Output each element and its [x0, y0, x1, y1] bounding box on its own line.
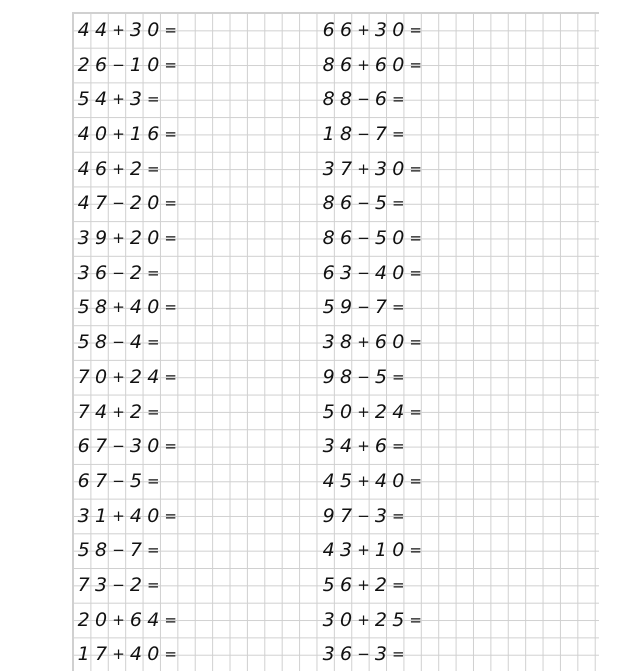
- operator-glyph: =: [391, 437, 405, 456]
- operator-glyph: =: [409, 610, 422, 629]
- operator-glyph: −: [112, 333, 125, 352]
- digit-glyph: 8: [95, 539, 108, 562]
- digit-glyph: 6: [95, 261, 108, 284]
- digit-glyph: 1: [322, 122, 335, 145]
- operator-glyph: −: [357, 506, 370, 525]
- math-problem: [75, 395, 315, 430]
- digit-glyph: 6: [322, 18, 335, 41]
- digit-glyph: 3: [374, 643, 387, 666]
- operator-glyph: =: [391, 90, 405, 109]
- math-problem: [75, 464, 315, 499]
- operator-glyph: −: [112, 194, 125, 213]
- operator-glyph: +: [357, 610, 370, 629]
- operator-glyph: =: [146, 471, 160, 490]
- operator-glyph: =: [391, 576, 405, 595]
- operator-glyph: =: [146, 90, 160, 109]
- math-problem: [75, 360, 315, 395]
- digit-glyph: 9: [340, 296, 353, 319]
- operator-glyph: =: [146, 541, 160, 560]
- operator-glyph: =: [164, 298, 177, 317]
- digit-glyph: 4: [147, 365, 160, 388]
- operator-glyph: +: [357, 20, 370, 39]
- digit-glyph: 6: [95, 53, 108, 76]
- operator-glyph: +: [357, 159, 370, 178]
- digit-glyph: 6: [374, 435, 387, 458]
- operator-glyph: =: [164, 194, 177, 213]
- digit-glyph: 7: [77, 574, 90, 597]
- math-problem: [320, 638, 560, 672]
- math-problem: [75, 48, 315, 83]
- digit-glyph: 8: [340, 331, 353, 354]
- operator-glyph: −: [112, 437, 125, 456]
- operator-glyph: =: [391, 506, 405, 525]
- operator-glyph: =: [146, 263, 160, 282]
- operator-glyph: =: [409, 541, 422, 560]
- digit-glyph: 3: [374, 157, 387, 180]
- math-problem: [75, 221, 315, 256]
- operator-glyph: +: [357, 471, 370, 490]
- digit-glyph: 2: [129, 400, 142, 423]
- digit-glyph: 4: [129, 643, 142, 666]
- digit-glyph: 4: [374, 469, 387, 492]
- digit-glyph: 2: [129, 261, 142, 284]
- digit-glyph: 7: [374, 122, 387, 145]
- operator-glyph: −: [357, 645, 370, 664]
- operator-glyph: +: [112, 229, 125, 248]
- operator-glyph: +: [357, 333, 370, 352]
- digit-glyph: 5: [374, 365, 387, 388]
- digit-glyph: 9: [322, 504, 335, 527]
- operator-glyph: −: [357, 90, 370, 109]
- operator-glyph: +: [112, 124, 125, 143]
- digit-glyph: 8: [322, 192, 335, 215]
- digit-glyph: 4: [392, 400, 405, 423]
- digit-glyph: 6: [340, 574, 353, 597]
- operator-glyph: =: [409, 471, 422, 490]
- digit-glyph: 3: [77, 227, 90, 250]
- math-problem: [75, 152, 315, 187]
- digit-glyph: 8: [322, 227, 335, 250]
- operator-glyph: =: [391, 367, 405, 386]
- operator-glyph: +: [112, 610, 125, 629]
- operator-glyph: −: [357, 194, 370, 213]
- digit-glyph: 2: [77, 608, 90, 631]
- digit-glyph: 5: [129, 469, 142, 492]
- operator-glyph: +: [112, 506, 125, 525]
- digit-glyph: 5: [77, 88, 90, 111]
- digit-glyph: 6: [340, 227, 353, 250]
- operator-glyph: −: [112, 576, 125, 595]
- digit-glyph: 3: [129, 435, 142, 458]
- digit-glyph: 0: [147, 192, 160, 215]
- math-problem: [320, 325, 560, 360]
- math-problem: [75, 429, 315, 464]
- operator-glyph: −: [357, 263, 370, 282]
- digit-glyph: 1: [129, 53, 142, 76]
- math-problem: [320, 13, 560, 48]
- digit-glyph: 2: [129, 365, 142, 388]
- digit-glyph: 0: [147, 643, 160, 666]
- operator-glyph: =: [164, 645, 177, 664]
- math-problem: [320, 360, 560, 395]
- operator-glyph: +: [112, 20, 125, 39]
- operator-glyph: =: [164, 124, 177, 143]
- digit-glyph: 0: [95, 365, 108, 388]
- digit-glyph: 7: [95, 192, 108, 215]
- math-problem: [75, 499, 315, 534]
- digit-glyph: 5: [322, 296, 335, 319]
- digit-glyph: 0: [392, 157, 405, 180]
- digit-glyph: 0: [392, 539, 405, 562]
- math-problem: [75, 568, 315, 603]
- digit-glyph: 1: [95, 504, 108, 527]
- digit-glyph: 6: [374, 331, 387, 354]
- digit-glyph: 6: [340, 53, 353, 76]
- operator-glyph: +: [357, 437, 370, 456]
- digit-glyph: 1: [77, 643, 90, 666]
- digit-glyph: 4: [129, 296, 142, 319]
- operator-glyph: =: [164, 610, 177, 629]
- digit-glyph: 4: [322, 539, 335, 562]
- grid-worksheet: [72, 12, 599, 671]
- math-problem: [75, 256, 315, 291]
- digit-glyph: 0: [147, 227, 160, 250]
- digit-glyph: 6: [322, 261, 335, 284]
- operator-glyph: −: [357, 367, 370, 386]
- digit-glyph: 4: [129, 331, 142, 354]
- digit-glyph: 9: [95, 227, 108, 250]
- digit-glyph: 7: [374, 296, 387, 319]
- operator-glyph: =: [164, 55, 177, 74]
- math-problem: [75, 603, 315, 638]
- digit-glyph: 8: [322, 53, 335, 76]
- digit-glyph: 3: [129, 18, 142, 41]
- digit-glyph: 0: [392, 331, 405, 354]
- digit-glyph: 5: [392, 608, 405, 631]
- math-problem: [320, 395, 560, 430]
- math-problem: [320, 291, 560, 326]
- digit-glyph: 6: [129, 608, 142, 631]
- math-problem: [320, 152, 560, 187]
- digit-glyph: 0: [340, 400, 353, 423]
- digit-glyph: 6: [340, 192, 353, 215]
- operator-glyph: =: [164, 229, 177, 248]
- operator-glyph: −: [357, 229, 370, 248]
- digit-glyph: 0: [340, 608, 353, 631]
- digit-glyph: 5: [322, 400, 335, 423]
- math-problem: [320, 499, 560, 534]
- digit-glyph: 6: [77, 469, 90, 492]
- digit-glyph: 4: [95, 88, 108, 111]
- operator-glyph: −: [112, 471, 125, 490]
- digit-glyph: 4: [374, 261, 387, 284]
- digit-glyph: 6: [374, 53, 387, 76]
- operator-glyph: =: [164, 367, 177, 386]
- digit-glyph: 1: [374, 539, 387, 562]
- digit-glyph: 0: [147, 435, 160, 458]
- digit-glyph: 4: [77, 18, 90, 41]
- operator-glyph: =: [409, 20, 422, 39]
- math-problem: [75, 117, 315, 152]
- digit-glyph: 6: [374, 88, 387, 111]
- operator-glyph: =: [164, 437, 177, 456]
- digit-glyph: 6: [147, 122, 160, 145]
- digit-glyph: 3: [77, 504, 90, 527]
- digit-glyph: 7: [340, 504, 353, 527]
- digit-glyph: 2: [374, 608, 387, 631]
- digit-glyph: 6: [340, 18, 353, 41]
- digit-glyph: 4: [95, 18, 108, 41]
- digit-glyph: 4: [77, 157, 90, 180]
- digit-glyph: 8: [95, 331, 108, 354]
- operator-glyph: +: [112, 90, 125, 109]
- operator-glyph: +: [112, 298, 125, 317]
- operator-glyph: =: [146, 402, 160, 421]
- digit-glyph: 0: [392, 469, 405, 492]
- operator-glyph: =: [409, 229, 422, 248]
- operator-glyph: =: [409, 263, 422, 282]
- digit-glyph: 8: [322, 88, 335, 111]
- digit-glyph: 3: [129, 88, 142, 111]
- operator-glyph: −: [112, 263, 125, 282]
- digit-glyph: 0: [95, 122, 108, 145]
- digit-glyph: 8: [340, 122, 353, 145]
- digit-glyph: 3: [340, 261, 353, 284]
- math-problem: [75, 534, 315, 569]
- operator-glyph: +: [357, 576, 370, 595]
- digit-glyph: 0: [147, 18, 160, 41]
- digit-glyph: 2: [129, 227, 142, 250]
- math-problem: [320, 117, 560, 152]
- digit-glyph: 5: [77, 539, 90, 562]
- operator-glyph: =: [409, 402, 422, 421]
- digit-glyph: 5: [374, 227, 387, 250]
- digit-glyph: 7: [340, 157, 353, 180]
- operator-glyph: −: [112, 541, 125, 560]
- operator-glyph: =: [146, 333, 160, 352]
- operator-glyph: +: [357, 55, 370, 74]
- math-problem: [320, 464, 560, 499]
- operator-glyph: +: [112, 159, 125, 178]
- digit-glyph: 0: [392, 227, 405, 250]
- digit-glyph: 2: [77, 53, 90, 76]
- digit-glyph: 5: [340, 469, 353, 492]
- digit-glyph: 0: [147, 504, 160, 527]
- digit-glyph: 3: [322, 157, 335, 180]
- digit-glyph: 2: [129, 157, 142, 180]
- math-problem: [320, 429, 560, 464]
- math-problem: [320, 256, 560, 291]
- operator-glyph: −: [357, 124, 370, 143]
- operator-glyph: +: [112, 402, 125, 421]
- digit-glyph: 6: [340, 643, 353, 666]
- math-problem: [75, 325, 315, 360]
- digit-glyph: 3: [322, 435, 335, 458]
- digit-glyph: 7: [95, 643, 108, 666]
- digit-glyph: 0: [392, 18, 405, 41]
- operator-glyph: =: [164, 20, 177, 39]
- digit-glyph: 8: [340, 88, 353, 111]
- digit-glyph: 0: [147, 296, 160, 319]
- digit-glyph: 3: [77, 261, 90, 284]
- digit-glyph: 7: [95, 435, 108, 458]
- digit-glyph: 3: [322, 608, 335, 631]
- math-problem: [75, 187, 315, 222]
- math-problem: [75, 82, 315, 117]
- operator-glyph: =: [164, 506, 177, 525]
- digit-glyph: 9: [322, 365, 335, 388]
- digit-glyph: 7: [95, 469, 108, 492]
- digit-glyph: 3: [374, 18, 387, 41]
- operator-glyph: +: [112, 645, 125, 664]
- digit-glyph: 3: [374, 504, 387, 527]
- digit-glyph: 0: [95, 608, 108, 631]
- digit-glyph: 7: [77, 365, 90, 388]
- digit-glyph: 3: [322, 643, 335, 666]
- math-problem: [75, 13, 315, 48]
- operator-glyph: −: [357, 298, 370, 317]
- operator-glyph: =: [409, 333, 422, 352]
- operator-glyph: =: [391, 194, 405, 213]
- digit-glyph: 3: [95, 574, 108, 597]
- math-problem: [320, 603, 560, 638]
- digit-glyph: 1: [129, 122, 142, 145]
- digit-glyph: 7: [77, 400, 90, 423]
- math-problem: [320, 48, 560, 83]
- digit-glyph: 4: [77, 192, 90, 215]
- digit-glyph: 3: [340, 539, 353, 562]
- math-problem: [320, 534, 560, 569]
- operator-glyph: =: [146, 576, 160, 595]
- digit-glyph: 8: [340, 365, 353, 388]
- math-problem: [320, 187, 560, 222]
- digit-glyph: 4: [147, 608, 160, 631]
- digit-glyph: 0: [147, 53, 160, 76]
- digit-glyph: 7: [129, 539, 142, 562]
- operator-glyph: =: [391, 124, 405, 143]
- digit-glyph: 2: [129, 574, 142, 597]
- digit-glyph: 5: [322, 574, 335, 597]
- operator-glyph: =: [409, 159, 422, 178]
- digit-glyph: 5: [374, 192, 387, 215]
- digit-glyph: 4: [340, 435, 353, 458]
- math-problem: [75, 638, 315, 672]
- math-problem: [320, 568, 560, 603]
- math-problem: [320, 82, 560, 117]
- operator-glyph: +: [357, 402, 370, 421]
- digit-glyph: 2: [129, 192, 142, 215]
- digit-glyph: 4: [95, 400, 108, 423]
- digit-glyph: 5: [77, 296, 90, 319]
- digit-glyph: 4: [77, 122, 90, 145]
- math-problem: [75, 291, 315, 326]
- operator-glyph: =: [146, 159, 160, 178]
- digit-glyph: 0: [392, 261, 405, 284]
- digit-glyph: 3: [322, 331, 335, 354]
- operator-glyph: =: [391, 298, 405, 317]
- operator-glyph: =: [391, 645, 405, 664]
- digit-glyph: 8: [95, 296, 108, 319]
- operator-glyph: −: [112, 55, 125, 74]
- math-problem: [320, 221, 560, 256]
- digit-glyph: 4: [129, 504, 142, 527]
- digit-glyph: 5: [77, 331, 90, 354]
- digit-glyph: 6: [77, 435, 90, 458]
- digit-glyph: 6: [95, 157, 108, 180]
- operator-glyph: +: [357, 541, 370, 560]
- digit-glyph: 2: [374, 574, 387, 597]
- digit-glyph: 0: [392, 53, 405, 76]
- operator-glyph: =: [409, 55, 422, 74]
- digit-glyph: 4: [322, 469, 335, 492]
- operator-glyph: +: [112, 367, 125, 386]
- digit-glyph: 2: [374, 400, 387, 423]
